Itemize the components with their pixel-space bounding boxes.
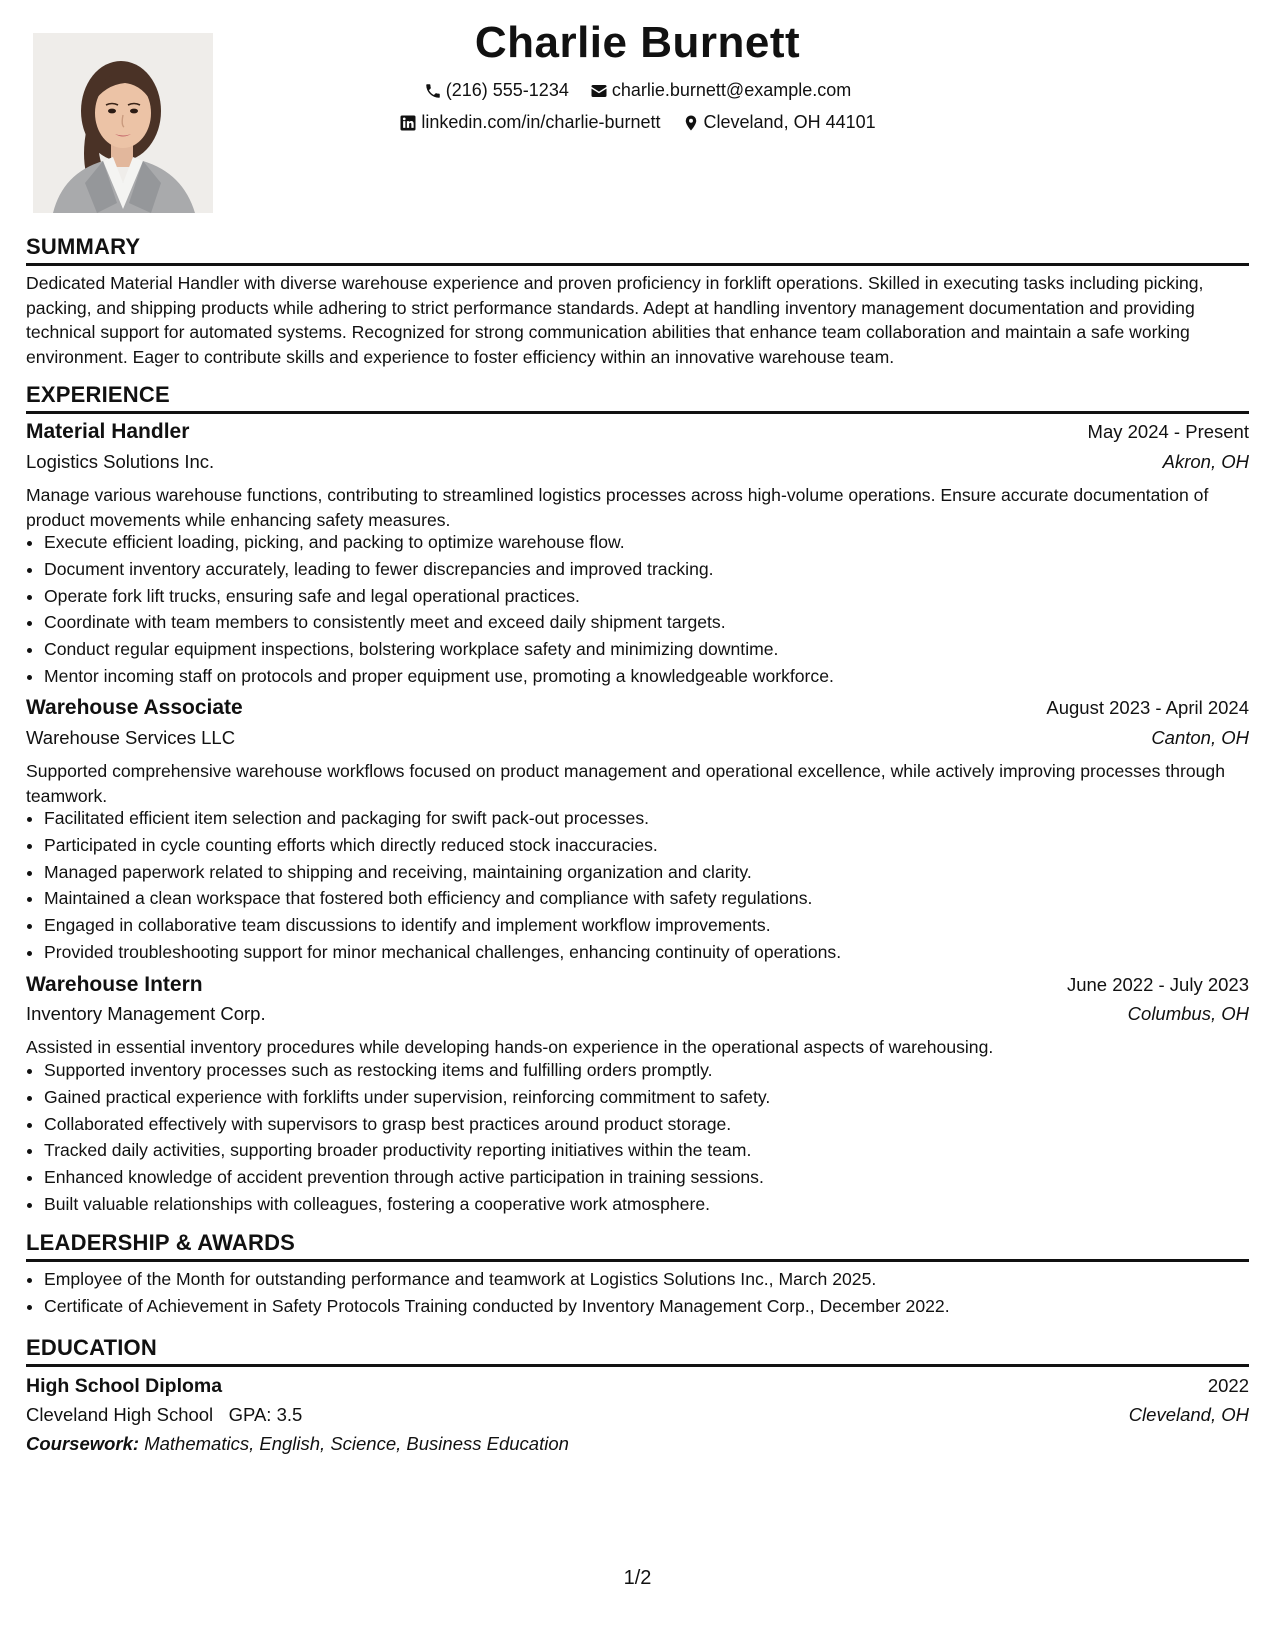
- graduation-year: 2022: [1207, 1375, 1249, 1396]
- job-dates: May 2024 - Present: [1087, 421, 1249, 442]
- education-divider: [26, 1364, 1249, 1367]
- job-company: Inventory Management Corp.: [26, 1003, 266, 1024]
- linkedin-contact[interactable]: [399, 112, 660, 133]
- leadership-divider: [26, 1259, 1249, 1262]
- list-item: • Engaged in collaborative team discussions to identify and implement workflow improvements.: [44, 912, 1269, 939]
- coursework-list: Mathematics, English, Science, Business Education: [144, 1433, 569, 1454]
- phone-icon: [424, 82, 442, 100]
- job-location: Akron, OH: [1162, 451, 1249, 472]
- list-item: • Participated in cycle counting efforts which directly reduced stock inaccuracies.: [44, 832, 1269, 859]
- list-item: • Operate fork lift trucks, ensuring safe and legal operational practices.: [44, 583, 1269, 610]
- job-bullets: [26, 1057, 1269, 1218]
- contact-row-2: [0, 112, 1275, 137]
- gpa: GPA: 3.5: [228, 1404, 303, 1425]
- envelope-icon: [590, 82, 608, 100]
- leadership-bullets: [26, 1266, 1269, 1320]
- email-contact[interactable]: [590, 80, 851, 101]
- list-item: • Supported inventory processes such as restocking items and fulfilling orders promptly.: [44, 1057, 1269, 1084]
- job-dates: June 2022 - July 2023: [1066, 974, 1249, 995]
- list-item: • Collaborated effectively with supervisors to grasp best practices around product storage.: [44, 1111, 1269, 1138]
- experience-heading: EXPERIENCE: [26, 382, 170, 407]
- job-company: Logistics Solutions Inc.: [26, 451, 215, 472]
- job-description: Supported comprehensive warehouse workflows focused on product management and operational excellence, while actively improving processes through teamwork.: [26, 761, 1226, 806]
- summary-heading: SUMMARY: [26, 234, 141, 259]
- job-title: Warehouse Intern: [26, 973, 203, 996]
- summary-divider: [26, 263, 1249, 266]
- job-title: Material Handler: [26, 420, 190, 443]
- map-pin-icon: [682, 114, 700, 132]
- job-location: Columbus, OH: [1127, 1003, 1249, 1024]
- location-contact: [682, 112, 876, 133]
- job-title: Warehouse Associate: [26, 696, 243, 719]
- list-item: • Managed paperwork related to shipping and receiving, maintaining organization and clarity.: [44, 859, 1269, 886]
- job-bullets: [26, 529, 1269, 690]
- list-item: • Document inventory accurately, leading to fewer discrepancies and improved tracking.: [44, 556, 1269, 583]
- page-number: 1/2: [623, 1567, 652, 1589]
- list-item: • Conduct regular equipment inspections, bolstering workplace safety and minimizing downtime.: [44, 636, 1269, 663]
- list-item: • Built valuable relationships with colleagues, fostering a cooperative work atmosphere.: [44, 1191, 1269, 1218]
- job-company: Warehouse Services LLC: [26, 727, 236, 748]
- list-item: • Maintained a clean workspace that fostered both efficiency and compliance with safety regulations.: [44, 885, 1269, 912]
- email-text: charlie.burnett@example.com: [611, 80, 852, 100]
- job-bullets: [26, 805, 1269, 966]
- linkedin-icon: [399, 114, 417, 132]
- list-item: • Facilitated efficient item selection and packaging for swift pack-out processes.: [44, 805, 1269, 832]
- linkedin-text: linkedin.com/in/charlie-burnett: [421, 112, 661, 132]
- school-name: Cleveland High School: [26, 1404, 214, 1425]
- phone-contact[interactable]: [424, 80, 569, 101]
- list-item: • Tracked daily activities, supporting broader productivity reporting initiatives within the team.: [44, 1137, 1269, 1164]
- school-location: Cleveland, OH: [1128, 1404, 1249, 1425]
- education-heading: EDUCATION: [26, 1335, 157, 1360]
- contact-row-1: [0, 80, 1275, 105]
- list-item: • Execute efficient loading, picking, and packing to optimize warehouse flow.: [44, 529, 1269, 556]
- leadership-heading: LEADERSHIP & AWARDS: [26, 1230, 296, 1255]
- list-item: • Provided troubleshooting support for minor mechanical challenges, enhancing continuity of operations.: [44, 939, 1269, 966]
- list-item: • Certificate of Achievement in Safety Protocols Training conducted by Inventory Management Corp., December 2022.: [44, 1293, 1269, 1320]
- coursework-label: Coursework:: [26, 1433, 140, 1454]
- job-dates: August 2023 - April 2024: [1046, 697, 1249, 718]
- list-item: • Gained practical experience with forklifts under supervision, reinforcing commitment to safety.: [44, 1084, 1269, 1111]
- experience-divider: [26, 411, 1249, 414]
- job-description: Assisted in essential inventory procedures while developing hands-on experience in the operational aspects of warehousing.: [26, 1037, 994, 1057]
- location-text: Cleveland, OH 44101: [703, 112, 876, 132]
- school-line: [26, 1404, 302, 1426]
- list-item: • Employee of the Month for outstanding performance and teamwork at Logistics Solutions Inc., March 2025.: [44, 1266, 1269, 1293]
- degree-title: High School Diploma: [26, 1375, 223, 1397]
- list-item: • Coordinate with team members to consistently meet and exceed daily shipment targets.: [44, 609, 1269, 636]
- candidate-name: Charlie Burnett: [474, 18, 801, 67]
- list-item: • Mentor incoming staff on protocols and proper equipment use, promoting a knowledgeable workforce.: [44, 663, 1269, 690]
- job-location: Canton, OH: [1151, 727, 1249, 748]
- list-item: • Enhanced knowledge of accident prevention through active participation in training sessions.: [44, 1164, 1269, 1191]
- job-description: Manage various warehouse functions, contributing to streamlined logistics processes across high-volume operations. Ensure accurate documentation of product movements while enhancing safety measures.: [26, 485, 1209, 530]
- phone-text: (216) 555-1234: [445, 80, 569, 100]
- coursework-line: [26, 1433, 569, 1455]
- summary-text: Dedicated Material Handler with diverse warehouse experience and proven proficiency in forklift operations. Skilled in executing tasks including picking, packing, and shipping products while adhering to strict performance standards. Adept at handling inventory management documentation and providing technical support for automated systems. Recognized for strong communication abilities that enhance team collaboration and maintain a safe working environment. Eager to contribute skills and experience to foster efficiency within an innovative warehouse team.: [26, 273, 1204, 367]
